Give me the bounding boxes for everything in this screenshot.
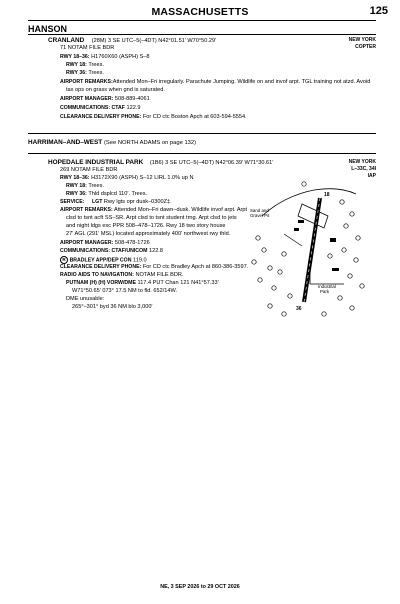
building-4 — [332, 268, 339, 271]
city-harriman: HARRIMAN–AND–WEST (See NORTH ADAMS on page 132) — [28, 139, 197, 146]
cranland-line1: CRANLAND (28M) 3 SE UTC–5(–4DT) N42°01.51′ W70°50.29′ — [48, 37, 217, 44]
hopedale-rwy: RWY 18–36: H3172X90 (ASPH) S–12 LIRL 1.0% up N — [60, 175, 194, 181]
building-1 — [298, 220, 304, 223]
cranland-rwy36: RWY 36: Trees. — [66, 70, 104, 76]
hopedale-remarks: AIRPORT REMARKS: Attended Mon–Fri dawn–dusk. Wildlife invof arpt. Arpt — [60, 207, 248, 213]
state-title: MASSACHUSETTS — [151, 6, 249, 18]
page-number: 125 — [369, 5, 388, 17]
hopedale-dme-1: DME unusable: — [66, 296, 105, 302]
hopedale-radio-aids: RADIO AIDS TO NAVIGATION: NOTAM FILE BDR. — [60, 272, 184, 278]
label-park: Park — [320, 289, 330, 294]
hopedale-line1: HOPEDALE INDUSTRIAL PARK (1B6) 3 SE UTC–5(–4DT) N42°06.39′ W71°30.61′ — [48, 159, 274, 166]
rwy-end-18: 18 — [324, 192, 330, 198]
airport-diagram — [244, 176, 372, 324]
airport-name-hopedale: HOPEDALE INDUSTRIAL PARK — [48, 159, 144, 166]
hopedale-remarks-4: 27′ AGL (291′ MSL) located approximately 400′ northwest rwy thld. — [66, 231, 231, 237]
hopedale-comm: COMMUNICATIONS: CTAF/UNICOM 122.8 — [60, 248, 163, 254]
hopedale-clearance: CLEARANCE DELIVERY PHONE: For CD ctc Bradley Apch at 860-386-3597. — [60, 264, 249, 270]
city-rule — [28, 34, 376, 35]
trees — [252, 182, 364, 316]
hopedale-service: SERVICE: LGT Rwy lgts opr dusk–0300Z‡. — [60, 199, 172, 205]
taxiway-west — [284, 234, 302, 246]
hopedale-rwy18: RWY 18: Trees. — [66, 183, 104, 189]
hopedale-vor: PUTNAM (H) (H) VORW/DME 117.4 PUT Chan 121 N41°57.33′ — [66, 280, 219, 286]
cranland-comm: COMMUNICATIONS: CTAF 122.9 — [60, 105, 141, 111]
cranland-clearance: CLEARANCE DELIVERY PHONE: For CD ctc Boston Apch at 603-594-5554. — [60, 114, 247, 120]
city-hanson: HANSON — [28, 24, 68, 34]
section-rule-1 — [28, 133, 376, 134]
label-sand: Sand and — [250, 208, 269, 213]
hopedale-manager: AIRPORT MANAGER: 508-478-1726 — [60, 240, 150, 246]
label-industrial: Industrial — [318, 284, 336, 289]
rwy-end-36: 36 — [296, 306, 302, 312]
hopedale-remarks-2: clsd to tsnt acft SS–SR. Arpt clsd to tsnt student trng. Arpt clsd to jets — [66, 215, 237, 221]
r-circle-icon: R — [60, 256, 68, 264]
hopedale-dme-2: 265°–301° byd 36 NM blo 3,000′ — [72, 304, 153, 310]
section-rule-2 — [28, 153, 376, 154]
cranland-remarks-2: tax ops on grass when gnd is saturated. — [66, 87, 165, 93]
header-rule — [28, 20, 376, 21]
hopedale-region: NEW YORK — [348, 159, 376, 165]
taxiway-north — [262, 189, 356, 216]
hopedale-approach: R BRADLEY APP/DEP CON 119.0 — [60, 256, 147, 264]
hopedale-remarks-3: and night ldgs exc PPR 508–478–1726. Rwy 18 two story house — [66, 223, 226, 229]
cranland-remarks: AIRPORT REMARKS:Attended Mon–Fri irregularly. Parachute Jumping. Wildlife on and invof arpt. TGL training not atzd. Avoid — [60, 79, 371, 85]
cranland-chart: COPTER — [355, 44, 376, 50]
cranland-manager: AIRPORT MANAGER: 508-889-4061 — [60, 96, 150, 102]
footer-effective-dates: NE, 3 SEP 2026 to 29 OCT 2026 — [160, 584, 240, 590]
hopedale-vor-2: W71°50.65′ 073° 17.5 NM to fld. 652/14W. — [72, 288, 178, 294]
hopedale-iap: IAP — [367, 173, 376, 179]
cranland-line2: 71 NOTAM FILE BDR — [60, 45, 115, 51]
hopedale-rwy36: RWY 36: Thld dsplcd 110′. Trees. — [66, 191, 148, 197]
hopedale-line2: 269 NOTAM FILE BDR — [60, 167, 118, 173]
apron — [298, 204, 328, 228]
building-2 — [294, 228, 299, 231]
cranland-region: NEW YORK — [348, 37, 376, 43]
hopedale-chart: L–33C, 34I — [351, 166, 376, 172]
cranland-rwy: RWY 18–36: H1760X60 (ASPH) S–8 — [60, 54, 150, 60]
airport-name-cranland: CRANLAND — [48, 37, 85, 44]
cranland-rwy18: RWY 18: Trees. — [66, 62, 104, 68]
building-3 — [330, 238, 336, 242]
label-gravel: Gravel Pit — [250, 213, 270, 218]
